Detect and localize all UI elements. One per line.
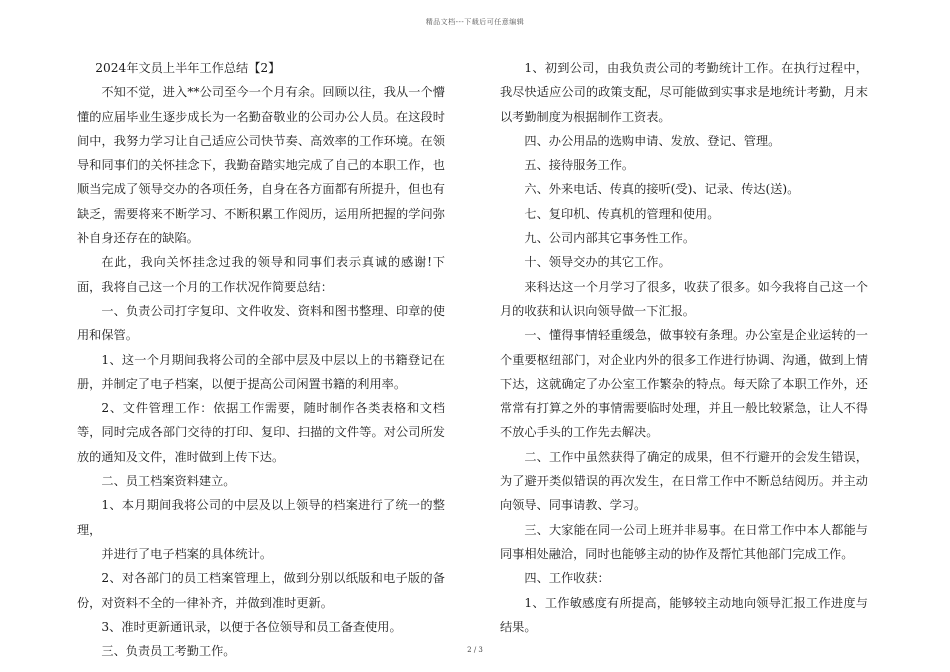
document-title: 2024年文员上半年工作总结【2】 [95, 61, 281, 75]
intro-paragraph: 不知不觉，进入**公司至今一个月有余。回顾以往，我从一个懵懂的应届毕业生逐步成长为一名勤奋敬业的公司办公人员。在这段时间中，我努力学习让自己适应公司快节奏、高效率的工作环境。在领导和同事们的关怀挂念下，我勤奋踏实地完成了自己的本职工作，也顺当完成了领导交办的各项任务，自身在各方面都有所提升，但也有缺乏，需要将来不断学习、不断积累工作阅历，运用所把握的学问弥补自身还存在的缺陷。 [77, 85, 445, 246]
list-item-continuation: 并进行了电子档案的具体统计。 [101, 546, 273, 561]
list-item: 1、本月期间我将公司的中层及以上领导的档案进行了统一的整理， [77, 498, 445, 537]
list-item: 1、这一个月期间我将公司的全部中层及中层以上的书籍登记在册，并制定了电子档案，以便于提高公司闲置书籍的利用率。 [77, 352, 445, 391]
section-heading: 六、外来电话、传真的接听(受)、记录、传达(送)。 [524, 182, 800, 197]
section-heading: 三、负责员工考勤工作。 [101, 644, 236, 659]
list-item: 1、工作敏感度有所提高，能够较主动地向领导汇报工作进度与结果。 [500, 595, 868, 634]
section-heading: 七、复印机、传真机的管理和使用。 [524, 206, 720, 221]
page-number: 2 / 3 [467, 646, 483, 654]
summary-point: 一、懂得事情轻重缓急，做事较有条理。办公室是企业运转的一个重要枢纽部门，对企业内外的很多工作进行协调、沟通，做到上情下达，这就确定了办公室工作繁杂的特点。每天除了本职工作外，还常常有打算之外的事情需要临时处理，并且一般比较紧急，让人不得不放心手头的工作先去解决。 [500, 328, 868, 440]
section-heading: 四、办公用品的选购申请、发放、登记、管理。 [524, 133, 781, 148]
summary-point: 三、大家能在同一公司上班并非易事。在日常工作中本人都能与同事相处融洽，同时也能够主动的协作及帮忙其他部门完成工作。 [500, 522, 868, 561]
page-header: 精品文档---下载后可任意编辑 [425, 18, 525, 26]
right-column [500, 56, 868, 639]
summary-paragraph: 来科达这一个月学习了很多，收获了很多。如今我将自己这一个月的收获和认识向领导做一下汇报。 [500, 279, 868, 318]
left-column [77, 56, 445, 663]
section-heading: 十、领导交办的其它工作。 [524, 255, 671, 270]
thanks-paragraph: 在此，我向关怀挂念过我的领导和同事们表示真诚的感谢!下面，我将自己这一个月的工作状况作简要总结： [77, 255, 445, 294]
section-heading: 四、工作收获： [524, 571, 610, 586]
section-heading: 二、员工档案资料建立。 [101, 474, 236, 489]
list-item: 1、初到公司，由我负责公司的考勤统计工作。在执行过程中，我尽快适应公司的政策支配，尽可能做到实事求是地统计考勤，月末以考勤制度为根据制作工资表。 [500, 61, 868, 124]
summary-point: 二、工作中虽然获得了确定的成果，但不行避开的会发生错误，为了避开类似错误的再次发生，在日常工作中不断总结阅历。并主动向领导、同事请教、学习。 [500, 449, 868, 513]
section-heading: 五、接待服务工作。 [524, 158, 635, 173]
list-item: 2、文件管理工作：依据工作需要，随时制作各类表格和文档等，同时完成各部门交待的打印、复印、扫描的文件等。对公司所发放的通知及文件，准时做到上传下达。 [77, 401, 445, 464]
list-item: 2、对各部门的员工档案管理上，做到分别以纸版和电子版的备份，对资料不全的一律补齐，并做到准时更新。 [77, 571, 445, 610]
section-heading: 一、负责公司打字复印、文件收发、资料和图书整理、印章的使用和保管。 [77, 303, 445, 343]
list-item: 3、准时更新通讯录，以便于各位领导和员工备查使用。 [101, 619, 402, 634]
section-heading: 九、公司内部其它事务性工作。 [524, 231, 696, 246]
